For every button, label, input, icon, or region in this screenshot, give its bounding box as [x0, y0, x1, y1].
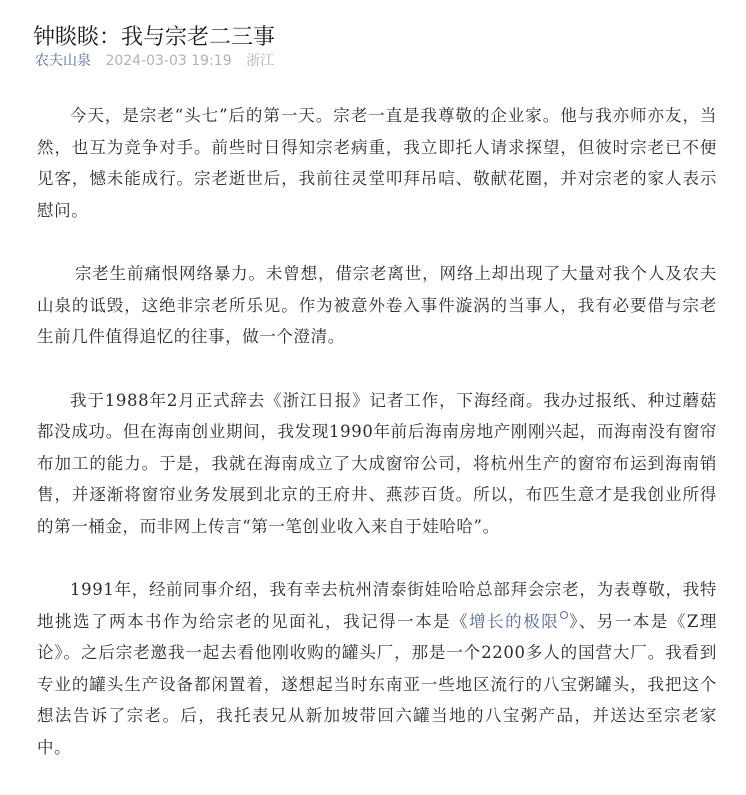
publish-location: 浙江 — [246, 53, 275, 69]
publish-date: 2024-03-03 19:19 — [105, 53, 232, 69]
paragraph-1: 今天，是宗老“头七”后的第一天。宗老一直是我尊敬的企业家。他与我亦师亦友，当然，也互为竞争对手。前些时日得知宗老病重，我立即托人请求探望，但彼时宗老已不便见客，憾未能成行。宗老逝世后，我前往灵堂叩拜吊唁、敬献花圈，并对宗老的家人表示慰问。 — [37, 106, 717, 220]
paragraph-4-text-after: 》、另一本是《Z理论》。之后宗老邀我一起去看他刚收购的罐头厂，那是一个2200多人的国营大厂。我看到专业的罐头生产设备都闲置着，遂想起当时东南亚一些地区流行的八宝粥罐头，我把这个想法告诉了宗老。后，我托表兄从新加坡带回六罐当地的八宝粥产品，并送达至宗老家中。 — [37, 611, 717, 757]
search-link-label: 增长的极限 — [469, 611, 560, 631]
search-icon — [560, 611, 568, 619]
paragraph-4-text-before: 1991年，经前同事介绍，我有幸去杭州清泰街娃哈哈总部拜会宗老，为表尊敬，我特地挑选了两本书作为给宗老的见面礼，我记得一本是《 — [37, 580, 717, 631]
paragraph-4 — [37, 574, 717, 763]
paragraph-2: 宗老生前痛恨网络暴力。未曾想，借宗老离世，网络上却出现了大量对我个人及农夫山泉的诋毁，这绝非宗老所乐见。作为被意外卷入事件漩涡的当事人，我有必要借与宗老生前几件值得追忆的往事，做一个澄清。 — [37, 264, 717, 346]
author-link[interactable]: 农夫山泉 — [35, 53, 91, 69]
article-title: 钟睒睒：我与宗老二三事 — [33, 24, 276, 50]
article-body — [37, 100, 717, 795]
article-meta — [35, 51, 284, 71]
search-link-growth-limits[interactable] — [469, 612, 568, 631]
paragraph-3: 我于1988年2月正式辞去《浙江日报》记者工作，下海经商。我办过报纸、种过蘑菇都没成功。但在海南创业期间，我发现1990年前后海南房地产刚刚兴起，而海南没有窗帘布加工的能力。于是，我就在海南成立了大成窗帘公司，将杭州生产的窗帘布运到海南销售，并逐渐将窗帘业务发展到北京的王府井、燕莎百货。所以，布匹生意才是我创业所得的第一桶金，而非网上传言“第一笔创业收入来自于娃哈哈”。 — [37, 390, 717, 536]
